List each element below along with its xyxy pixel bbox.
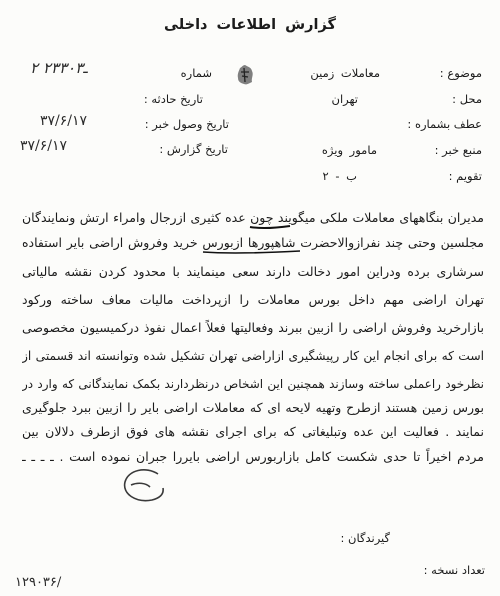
file-number: ۱۲۹۰۳۶/ [15,575,62,590]
body-line: مدیران بنگاههای معاملات ملکی میگویند چون عده کثیری ازرجال وامراء ارتش ونمایندگان [22,210,484,225]
source-label: منبع خبر : [434,143,482,157]
rating-value: ب - ۲ [322,169,357,183]
number-label: شماره [180,66,212,80]
source-value: مامور ویژه [321,143,377,157]
report-date-value: ۳۷/۶/۱۷ [20,138,68,154]
body-line: سرشاری برده ودراین امور دخالت دارند سعی مینمایند با محدود کردن نقشه مالیاتی [22,264,484,279]
body-line: مجلسین وحتی چند نفرازوالاحضرت شاهپورها ازبورس خرید وفروش اراضی بایر استفاده [22,235,484,250]
place-value: تهران [331,92,358,106]
body-line: بازارخرید وفروش اراضی را ازبین ببرند وفعالیتها فعلاً اعمال نفوذ درکمیسیون مخصوصی [22,320,484,335]
copies-label: تعداد نسخه : [423,563,485,577]
rating-label: تقویم : [448,169,482,183]
body-line: است که برای انجام این کار رپیشگیری ازاراضی تهران تشکیل شده وتوانسته اند قسمتی از [22,349,484,363]
place-label: محل : [452,92,482,106]
subject-label: موضوع : [439,66,482,80]
body-line: تهران اراضی مهم داخل بورس معاملات را ازپرداخت مالیات معاف ساخته ورکود [22,292,484,307]
report-date-label: تاریخ گزارش : [159,142,228,156]
body-line: مردم اخیراً تا حدی شکست کامل بازاربورس اراضی بایررا جبران نموده است . ـ ـ ـ ـ [22,449,484,464]
reference-label: عطف بشماره : [407,117,482,131]
received-date-value: ۳۷/۶/۱۷ [40,113,88,129]
number-value: ۲ ۲۳ـ۳۰۳ [30,59,88,77]
recipients-label: گیرندگان : [340,531,390,545]
body-line: بورس زمین هستند ازطرح وتهیه لایحه ای که معاملات اراضی بایر را ازبین ببرد جلوگیری [22,400,484,415]
report-title: گزارش اطلاعات داخلی [164,17,336,33]
handwritten-mark [125,470,164,501]
body-line: نمایند . فعالیت این عده وتبلیغاتی که برای اجرای نقشه های فوق ازطرف دلالان بین [22,424,484,439]
received-date-label: تاریخ وصول خبر : [144,117,229,131]
body-line: نظرخود راعملی ساخته وسازند همچنین این اشخاص درنظردارند بکمک نمایندگانی که وارد در [22,377,484,391]
emblem-icon [234,63,256,87]
incident-date-label: تاریخ حادثه : [143,92,203,106]
subject-value: معاملات زمین [310,66,380,80]
